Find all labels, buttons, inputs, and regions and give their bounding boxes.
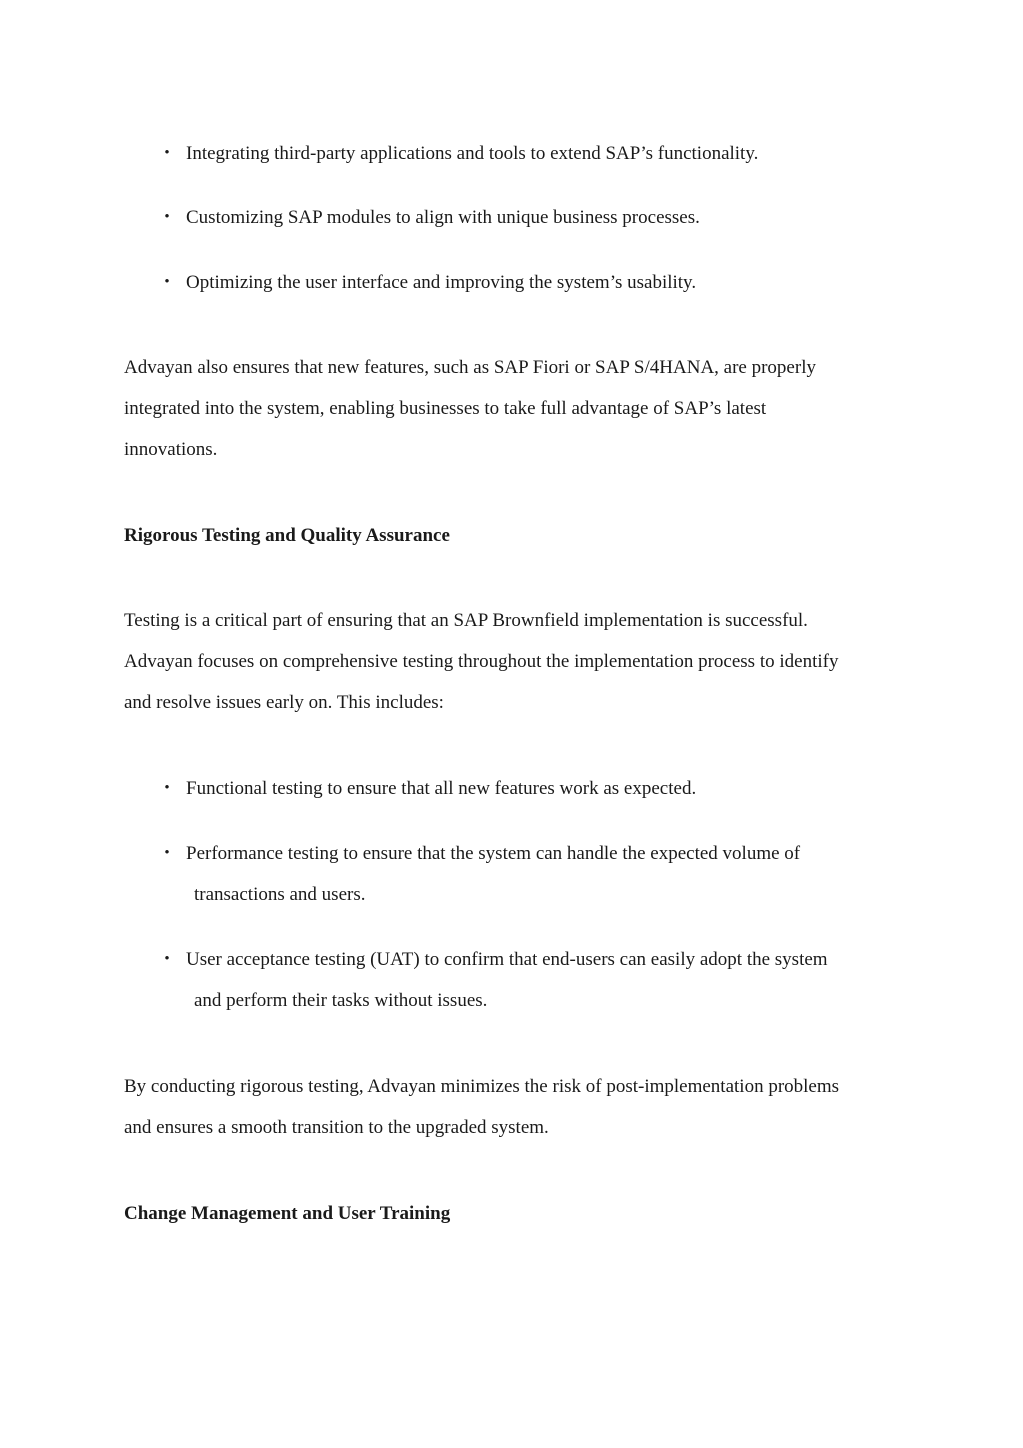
section-heading: Rigorous Testing and Quality Assurance [124,525,450,546]
paragraph-line: By conducting rigorous testing, Advayan minimizes the risk of post-implementation problems [124,1076,840,1097]
bullet-icon: • [164,145,170,161]
bullet-icon: • [164,274,170,290]
list-item-text: Optimizing the user interface and improving the system’s usability. [186,272,697,293]
bullet-icon: • [164,845,170,861]
paragraph-line: innovations. [124,439,218,460]
paragraph-line: and resolve issues early on. This includes: [124,692,444,713]
list-item-text: Integrating third-party applications and tools to extend SAP’s functionality. [186,143,759,164]
list-item-text: Functional testing to ensure that all new features work as expected. [186,778,697,799]
paragraph-line: and ensures a smooth transition to the upgraded system. [124,1117,549,1138]
list-item-text: Performance testing to ensure that the system can handle the expected volume of [186,843,801,864]
paragraph-line: Testing is a critical part of ensuring that an SAP Brownfield implementation is successful. [124,610,808,631]
bullet-icon: • [164,209,170,225]
list-item-text-continued: transactions and users. [194,884,366,905]
bullet-icon: • [164,951,170,967]
section-heading: Change Management and User Training [124,1203,451,1224]
paragraph-line: Advayan also ensures that new features, such as SAP Fiori or SAP S/4HANA, are properly [124,357,816,378]
bullet-icon: • [164,780,170,796]
paragraph-line: Advayan focuses on comprehensive testing throughout the implementation process to identify [124,651,839,672]
paragraph-line: integrated into the system, enabling businesses to take full advantage of SAP’s latest [124,398,767,419]
list-item-text-continued: and perform their tasks without issues. [194,990,488,1011]
list-item-text: User acceptance testing (UAT) to confirm that end-users can easily adopt the system [186,949,828,970]
list-item-text: Customizing SAP modules to align with unique business processes. [186,207,700,228]
